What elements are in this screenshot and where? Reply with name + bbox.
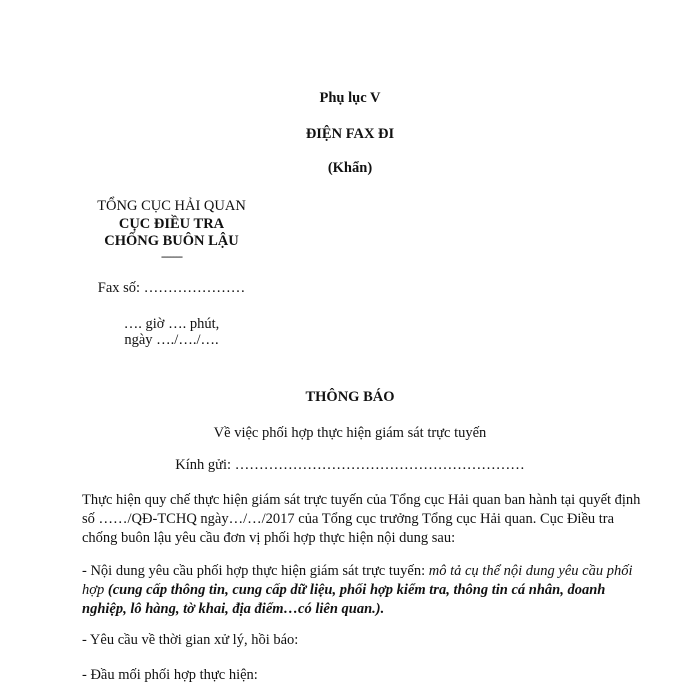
appendix-heading: Phụ lục V xyxy=(319,90,381,106)
content-request-label: - Nội dung yêu cầu phối hợp thực hiện giám sát trực tuyến: xyxy=(82,563,429,579)
contact-point-paragraph xyxy=(82,666,642,685)
department-name-line2: CHỐNG BUÔN LẬU xyxy=(104,233,239,249)
content-request-examples: (cung cấp thông tin, cung cấp dữ liệu, phối hợp kiểm tra, thông tin cá nhân, doanh nghiệp, lô hàng, tờ khai, địa điểm…có liên quan.). xyxy=(82,582,606,617)
department-name-line1: CỤC ĐIỀU TRA xyxy=(118,215,225,232)
urgency-label: (Khẩn) xyxy=(327,160,373,176)
issuing-agency-block xyxy=(84,198,259,261)
time-requirement-paragraph xyxy=(82,631,642,650)
content-request-text xyxy=(82,562,642,619)
fax-number-line: Fax số: ………………… xyxy=(97,280,246,296)
separator-dash: ------- xyxy=(161,248,182,263)
notice-subject: Về việc phối hợp thực hiện giám sát trực tuyến xyxy=(213,425,487,441)
notice-title: THÔNG BÁO xyxy=(305,389,395,405)
content-request-paragraph xyxy=(82,562,642,619)
fax-time-line: …. giờ …. phút, xyxy=(123,316,220,332)
fax-date-line: ngày …./…./…. xyxy=(124,332,219,348)
body-intro-paragraph xyxy=(82,491,642,548)
time-requirement-text: - Yêu cầu về thời gian xử lý, hồi báo: xyxy=(82,632,299,648)
contact-point-text: - Đầu mối phối hợp thực hiện: xyxy=(82,667,258,683)
intro-text: Thực hiện quy chế thực hiện giám sát trực tuyến của Tổng cục Hải quan ban hành tại quyết định số ……/QĐ-TCHQ ngày…/…/2017 của Tổng cục trưởng Tổng cục Hải quan. Cục Điều tra chống buôn lậu yêu cầu đơn vị phối hợp thực hiện nội dung sau: xyxy=(82,492,641,546)
content-request-description: mô tả cụ thể nội dung yêu cầu phối hợp xyxy=(82,563,633,598)
recipient-line: Kính gửi: …………………………………………………… xyxy=(175,457,525,473)
document-type-heading: ĐIỆN FAX ĐI xyxy=(305,126,395,142)
agency-name: TỔNG CỤC HẢI QUAN xyxy=(97,198,246,214)
